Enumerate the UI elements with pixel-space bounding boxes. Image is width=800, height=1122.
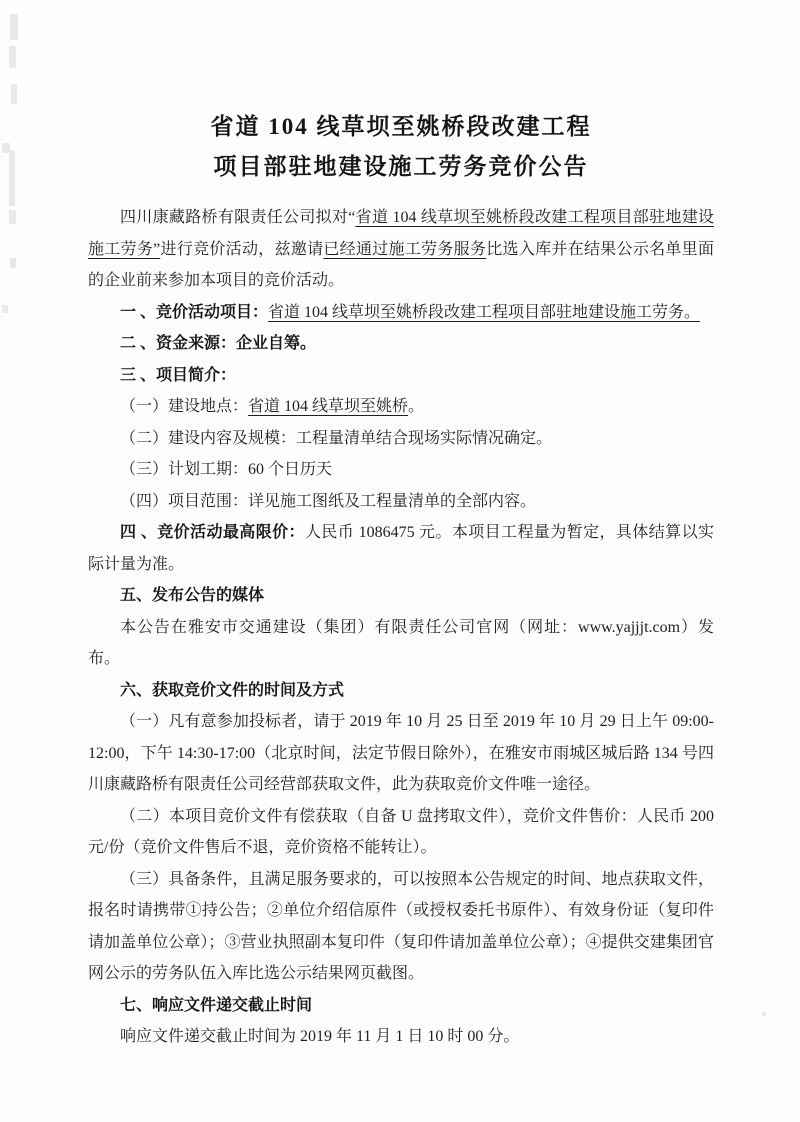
- bid-project-item: [88, 297, 714, 329]
- sub-2-text: （二）建设内容及规模：工程量清单结合现场实际情况确定。: [120, 429, 553, 447]
- section-4-label: 四 、竞价活动最高限价：: [120, 524, 305, 541]
- construction-period-item: [88, 454, 714, 486]
- section-2-label: 二 、资金来源：企业自筹。: [120, 335, 317, 352]
- max-price-item: [88, 517, 714, 580]
- construction-location-item: [88, 391, 714, 423]
- obtain-2-text: （二）本项目竞价文件有偿获取（自备 U 盘拷取文件），竞价文件售价：人民币 200 元/份（竞价文件售后不退，竞价资格不能转让）。: [88, 807, 714, 856]
- construction-location-value: 省道 104 线草坝至姚桥: [248, 398, 409, 415]
- bid-project-value: 省道 104 线草坝至姚桥段改建工程项目部驻地建设施工劳务。: [268, 303, 701, 321]
- response-deadline-text: [88, 1021, 714, 1053]
- section-6-label: 六、获取竞价文件的时间及方式: [120, 681, 345, 699]
- document-title-line2: 项目部驻地建设施工劳务竞价公告: [213, 154, 589, 179]
- obtain-documents-para-1: [88, 706, 714, 801]
- funding-source-item: [88, 328, 714, 360]
- scan-artifact: [11, 84, 17, 104]
- sub-1-label: （一）建设地点：: [120, 398, 249, 415]
- scan-artifact: [9, 46, 16, 68]
- scan-artifact: [9, 150, 15, 206]
- scan-artifact: [9, 210, 16, 224]
- obtain-documents-heading: [88, 675, 714, 707]
- obtain-3-text: （三）具备条件，且满足服务要求的，可以按照本公告规定的时间、地点获取文件，报名时请携带①持公告；②单位介绍信原件（或授权委托书原件）、有效身份证（复印件请加盖单位公章）；③营业执照副本复印件（复印件请加盖单位公章）；④提供交建集团官网公示的劳务队伍入库比选公示结果网页截图。: [88, 870, 714, 982]
- max-price-value: 人民币 1086475 元。本项目工程量为暂定，具体结算以实际计量为准。: [88, 524, 714, 573]
- scan-artifact: [2, 305, 8, 313]
- obtain-documents-para-3: [88, 864, 714, 990]
- media-text: 本公告在雅安市交通建设（集团）有限责任公司官网（网址：www.yajjjt.com）发布。: [88, 618, 714, 667]
- obtain-1-text: （一）凡有意参加投标者，请于 2019 年 10 月 25 日至 2019 年 10 月 29 日上午 09:00-12:00，下午 14:30-17:00（北京时间，法定节假日除外），在雅安市雨城区城后路 134 号四川康藏路桥有限责任公司经营部获取文件，此为获取竞价文件唯一途径。: [88, 713, 714, 793]
- sub-4-text: （四）项目范围：详见施工图纸及工程量清单的全部内容。: [120, 492, 537, 510]
- response-deadline-heading: [88, 990, 714, 1022]
- scan-artifact: [10, 14, 18, 40]
- document-title-line1: 省道 104 线草坝至姚桥段改建工程: [210, 114, 592, 139]
- section-7-label: 七、响应文件递交截止时间: [120, 996, 313, 1014]
- section-3-label: 三 、项目简介：: [120, 366, 237, 384]
- underlined-qualification: 已经通过施工劳务服务: [323, 240, 487, 258]
- text-segment: 比选入库并在结果公示名单里面的企业前来参加本项目的竞价活动。: [88, 240, 714, 289]
- section-5-label: 五、发布公告的媒体: [120, 587, 265, 604]
- project-intro-heading: [88, 360, 714, 392]
- scan-artifact: [10, 258, 16, 268]
- document-body: [88, 202, 714, 1053]
- construction-scope-item: [88, 423, 714, 455]
- text-segment: 进行竞价活动，兹邀请: [160, 240, 324, 258]
- intro-paragraph: [88, 202, 714, 297]
- announcement-media-heading: [88, 580, 714, 612]
- announcement-media-text: [88, 612, 714, 675]
- underlined-project-name: 省道 104 线草坝至姚桥段改建工程项目部驻地建设施工劳务”: [88, 209, 714, 258]
- project-range-item: [88, 486, 714, 518]
- text-segment: 四川康藏路桥有限责任公司拟对“: [120, 209, 356, 226]
- section-1-label: 一 、竞价活动项目：: [120, 303, 269, 321]
- deadline-text: 响应文件递交截止时间为 2019 年 11 月 1 日 10 时 00 分。: [120, 1028, 520, 1045]
- sub-3-text: （三）计划工期：60 个日历天: [120, 461, 333, 478]
- scan-artifact: [762, 1012, 766, 1016]
- text-segment: 。: [408, 398, 425, 415]
- obtain-documents-para-2: [88, 801, 714, 864]
